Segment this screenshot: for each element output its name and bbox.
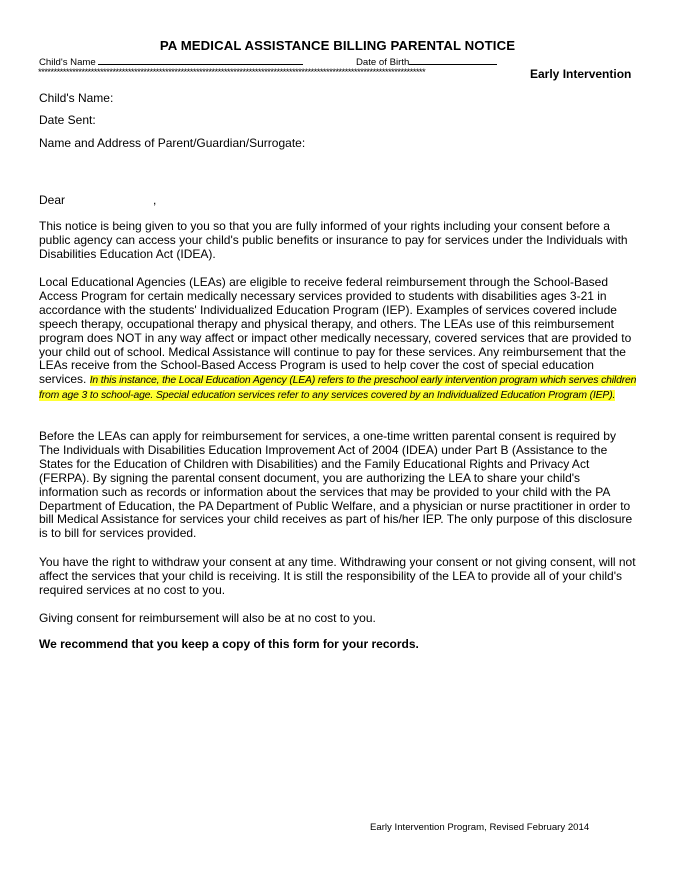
- child-name-label: Child's Name: [39, 57, 96, 68]
- child-name-line: [98, 55, 303, 65]
- paragraph-4: You have the right to withdraw your consent at any time. Withdrawing your consent or not giving consent, will not affect the services that your child is receiving. It is still the responsibility of the LEA to provide all of your child's required services at no cost to you.: [39, 555, 636, 597]
- salutation: [39, 193, 156, 207]
- date-sent-field: Date Sent:: [39, 113, 96, 127]
- child-name-field: Child's Name:: [39, 91, 114, 105]
- paragraph-6: We recommend that you keep a copy of this form for your records.: [39, 637, 419, 651]
- paragraph-2-text: Local Educational Agencies (LEAs) are eligible to receive federal reimbursement through the School-Based Access Program for certain medically necessary services provided to students with disabilities ages 3-21 in accordance with the students' Individualized Education Program (IEP). Examples of services covered include speech therapy, occupational therapy and physical therapy, and others. The LEAs use of this reimbursement program does NOT in any way affect or impact other medically necessary, covered services that are provided to your child out of school. Medical Assistance will continue to pay for these services. Any reimbursement that the LEAs receive from the School-Based Access Program is used to help cover the cost of special education services.: [39, 275, 632, 387]
- name-address-field: Name and Address of Parent/Guardian/Surrogate:: [39, 136, 306, 150]
- highlighted-note: In this instance, the Local Education Agency (LEA) refers to the preschool early intervention program which serves children from age 3 to school-age. Special education services refer to any services covered by an Individualized Education Program (IEP).: [39, 375, 637, 402]
- footer-revision: Early Intervention Program, Revised February 2014: [370, 822, 590, 833]
- dob-label: Date of Birth: [356, 57, 410, 68]
- paragraph-2: [39, 276, 639, 403]
- program-label: Early Intervention: [530, 67, 632, 81]
- paragraph-3: Before the LEAs can apply for reimbursement for services, a one-time written parental consent is required by The Individuals with Disabilities Education Improvement Act of 2004 (IDEA) under Part B (Assistance to the States for the Education of Children with Disabilities) and the Family Educational Rights and Privacy Act (FERPA). By signing the parental consent document, you are authorizing the LEA to share your child's information such as records or information about the services that may be provided to your child with the PA Department of Education, the PA Department of Public Welfare, and a physician or nurse practitioner in order to bill Medical Assistance for services your child receives as part of his/her IEP. The only purpose of this disclosure is to bill for services provided.: [39, 429, 633, 541]
- star-divider: *****************************************************************************************************************************: [38, 67, 426, 78]
- paragraph-5: Giving consent for reimbursement will also be at no cost to you.: [39, 611, 376, 625]
- dear-comma: ,: [153, 193, 157, 207]
- dob-line: [409, 55, 497, 65]
- paragraph-1: This notice is being given to you so that you are fully informed of your rights including your consent before a public agency can access your child's public benefits or insurance to pay for services under the Individuals with Disabilities Education Act (IDEA).: [39, 219, 628, 261]
- page-title: PA MEDICAL ASSISTANCE BILLING PARENTAL NOTICE: [159, 38, 516, 53]
- dear-text: Dear: [39, 193, 66, 207]
